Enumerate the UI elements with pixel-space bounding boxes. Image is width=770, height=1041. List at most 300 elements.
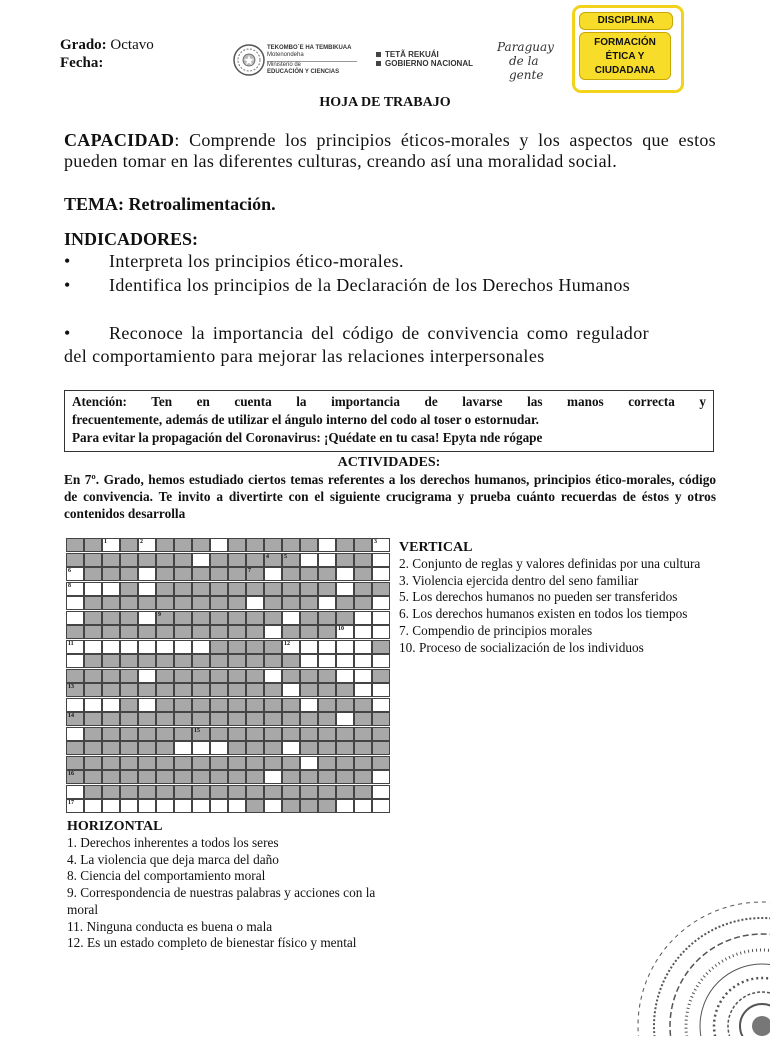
crossword-block (246, 582, 264, 596)
mec-line-4: EDUCACIÓN Y CIENCIAS (267, 69, 340, 75)
crossword-block (120, 567, 138, 581)
crossword-block (120, 625, 138, 639)
crossword-cell[interactable] (300, 756, 318, 770)
crossword-block (66, 538, 84, 552)
crossword-block (228, 625, 246, 639)
crossword-cell[interactable] (138, 698, 156, 712)
crossword-block (156, 756, 174, 770)
tema-value: Retroalimentación. (128, 194, 276, 214)
crossword-block (246, 683, 264, 697)
crossword-block (210, 712, 228, 726)
crossword-block (282, 799, 300, 813)
crossword-cell[interactable] (156, 640, 174, 654)
crossword-cell[interactable] (102, 582, 120, 596)
crossword-block (156, 553, 174, 567)
crossword-cell[interactable] (372, 654, 390, 668)
crossword-cell[interactable] (138, 538, 156, 552)
crossword-block (174, 538, 192, 552)
bullet-icon: • (64, 323, 71, 343)
crossword-cell[interactable] (336, 625, 354, 639)
crossword-cell[interactable] (102, 799, 120, 813)
crossword-cell[interactable] (336, 654, 354, 668)
crossword-block (192, 770, 210, 784)
crossword-block (174, 669, 192, 683)
crossword-block (174, 553, 192, 567)
crossword-block (264, 582, 282, 596)
crossword-block (246, 654, 264, 668)
crossword-block (102, 712, 120, 726)
crossword-cell[interactable] (264, 567, 282, 581)
crossword-cell[interactable] (336, 669, 354, 683)
crossword-block (318, 625, 336, 639)
crossword-block (300, 741, 318, 755)
crossword-block (300, 596, 318, 610)
crossword-block (210, 553, 228, 567)
crossword-cell[interactable] (228, 799, 246, 813)
crossword-block (192, 582, 210, 596)
indicador-item (64, 322, 649, 368)
crossword-block (156, 785, 174, 799)
crossword-block (84, 770, 102, 784)
crossword-block (156, 611, 174, 625)
crossword-cell[interactable] (138, 582, 156, 596)
crossword-block (120, 741, 138, 755)
crossword-block (84, 785, 102, 799)
paraguay-logo (497, 40, 567, 82)
crossword-block (336, 683, 354, 697)
crossword-block (354, 770, 372, 784)
crossword-block (246, 756, 264, 770)
crossword-block (102, 683, 120, 697)
indicador-text: Identifica los principios de la Declaración de los Derechos Humanos (109, 275, 631, 295)
fecha-line (60, 55, 103, 72)
crossword-block (372, 582, 390, 596)
crossword-cell[interactable] (336, 640, 354, 654)
crossword-block (282, 785, 300, 799)
crossword-block (228, 712, 246, 726)
py-line-2: de la gente (509, 54, 544, 82)
crossword-cell[interactable] (354, 625, 372, 639)
crossword-cell[interactable] (354, 654, 372, 668)
crossword-block (174, 756, 192, 770)
indicador-item (64, 275, 649, 296)
crossword-block (354, 785, 372, 799)
crossword-block (138, 770, 156, 784)
crossword-cell[interactable] (192, 553, 210, 567)
crossword-cell[interactable] (264, 669, 282, 683)
crossword-block (246, 770, 264, 784)
crossword-block (354, 741, 372, 755)
actividades-title: ACTIVIDADES: (337, 455, 441, 470)
crossword-block (120, 712, 138, 726)
crossword-block (66, 741, 84, 755)
crossword-block (246, 553, 264, 567)
crossword-block (156, 669, 174, 683)
actividades-text: En 7º. Grado, hemos estudiado ciertos temas referentes a los derechos humanos, principios ético-morales, código de convivencia. Te invito a divertirte con el siguiente crucigrama y prueba cuánto recuerdas de éstos y otros contenidos desarrolla (64, 472, 716, 521)
crossword-block (192, 785, 210, 799)
crossword-block (120, 785, 138, 799)
crossword-cell[interactable] (66, 654, 84, 668)
crossword-block (336, 611, 354, 625)
crossword-cell[interactable] (354, 799, 372, 813)
crossword-cell[interactable] (210, 538, 228, 552)
atencion-line-3: Para evitar la propagación del Coronavirus: ¡Quédate en tu casa! Epyta nde rógape (72, 430, 543, 445)
crossword-block (156, 538, 174, 552)
crossword-block (192, 611, 210, 625)
crossword-block (318, 741, 336, 755)
crossword-block (336, 741, 354, 755)
crossword-block (228, 567, 246, 581)
crossword-cell[interactable] (372, 553, 390, 567)
crossword-block (138, 683, 156, 697)
crossword-cell[interactable] (354, 683, 372, 697)
crossword-cell[interactable] (354, 640, 372, 654)
crossword-block (102, 741, 120, 755)
crossword-block (192, 698, 210, 712)
crossword-block (192, 538, 210, 552)
crossword-block (228, 756, 246, 770)
crossword-cell[interactable] (372, 611, 390, 625)
crossword-cell[interactable] (66, 567, 84, 581)
crossword-block (318, 770, 336, 784)
crossword-block (282, 669, 300, 683)
crossword-block (174, 698, 192, 712)
crossword-cell[interactable] (372, 683, 390, 697)
crossword-block (372, 712, 390, 726)
crossword-block (246, 669, 264, 683)
crossword-block (354, 567, 372, 581)
crossword-cell[interactable] (138, 567, 156, 581)
crossword-block (102, 727, 120, 741)
crossword-number: 17 (68, 800, 74, 806)
crossword-block (246, 538, 264, 552)
crossword-block (264, 538, 282, 552)
crossword-block (354, 756, 372, 770)
crossword-cell[interactable] (192, 741, 210, 755)
crossword-cell[interactable] (372, 698, 390, 712)
crossword-cell[interactable] (264, 625, 282, 639)
crossword-cell[interactable] (192, 640, 210, 654)
crossword-block (120, 553, 138, 567)
crossword-cell[interactable] (66, 596, 84, 610)
crossword-block (120, 770, 138, 784)
crossword-block (318, 669, 336, 683)
crossword-block (192, 625, 210, 639)
crossword-number: 14 (68, 713, 74, 719)
crossword-block (84, 567, 102, 581)
crossword-block (318, 582, 336, 596)
crossword-cell[interactable] (66, 785, 84, 799)
crossword-block (264, 611, 282, 625)
crossword-block (84, 727, 102, 741)
crossword-block (210, 582, 228, 596)
crossword-block (228, 698, 246, 712)
crossword-cell[interactable] (138, 799, 156, 813)
crossword-block (66, 669, 84, 683)
crossword-cell[interactable] (156, 799, 174, 813)
crossword-block (246, 640, 264, 654)
crossword-block (84, 611, 102, 625)
crossword-cell[interactable] (66, 727, 84, 741)
crossword-cell[interactable] (84, 799, 102, 813)
crossword-block (300, 727, 318, 741)
crossword-block (66, 625, 84, 639)
crossword-block (300, 582, 318, 596)
crossword-cell[interactable] (318, 596, 336, 610)
crossword-block (210, 770, 228, 784)
crossword-block (120, 698, 138, 712)
crossword-cell[interactable] (120, 799, 138, 813)
crossword-cell[interactable] (300, 640, 318, 654)
crossword-cell[interactable] (300, 553, 318, 567)
crossword-block (174, 611, 192, 625)
crossword-cell[interactable] (318, 640, 336, 654)
crossword-cell[interactable] (282, 683, 300, 697)
crossword-cell[interactable] (210, 799, 228, 813)
crossword-block (354, 698, 372, 712)
bullet-icon: • (64, 275, 71, 295)
crossword-block (84, 654, 102, 668)
crossword-block (102, 611, 120, 625)
crossword-block (300, 669, 318, 683)
crossword-block (138, 596, 156, 610)
crossword-block (282, 654, 300, 668)
crossword-cell[interactable] (84, 698, 102, 712)
crossword-cell[interactable] (336, 799, 354, 813)
crossword-cell[interactable] (264, 799, 282, 813)
crossword-cell[interactable] (354, 669, 372, 683)
crossword-block (84, 625, 102, 639)
capacidad-paragraph (64, 130, 716, 172)
crossword-block (318, 611, 336, 625)
vertical-clue: 6. Los derechos humanos existen en todos los tiempos (399, 606, 688, 622)
crossword-block (210, 640, 228, 654)
crossword-block (246, 741, 264, 755)
crossword-block (300, 567, 318, 581)
crossword-cell[interactable] (372, 799, 390, 813)
crossword-cell[interactable] (192, 799, 210, 813)
crossword-block (282, 756, 300, 770)
page-title: HOJA DE TRABAJO (319, 95, 451, 110)
crossword-cell[interactable] (66, 611, 84, 625)
capacidad-label: CAPACIDAD (64, 130, 175, 150)
crossword-block (192, 567, 210, 581)
crossword-cell[interactable] (66, 799, 84, 813)
crossword-block (174, 582, 192, 596)
mec-line-2: Motenondeha (267, 52, 304, 58)
crossword-block (84, 741, 102, 755)
crossword-cell[interactable] (66, 698, 84, 712)
crossword-cell[interactable] (336, 582, 354, 596)
crossword-block (264, 683, 282, 697)
crossword-cell[interactable] (138, 611, 156, 625)
crossword-block (354, 553, 372, 567)
crossword-cell[interactable] (102, 640, 120, 654)
mec-line-3: Ministerio de (267, 61, 357, 69)
crossword-block (318, 756, 336, 770)
crossword-block (174, 567, 192, 581)
horizontal-clue: 8. Ciencia del comportamiento moral (67, 868, 266, 884)
bullet-icon: • (64, 251, 71, 271)
crossword-block (138, 553, 156, 567)
disciplina-value-1: FORMACIÓN (594, 37, 656, 48)
indicador-text: Interpreta los principios ético-morales. (109, 251, 404, 271)
crossword-block (210, 727, 228, 741)
crossword-block (210, 611, 228, 625)
crossword-block (156, 770, 174, 784)
crossword-block (138, 785, 156, 799)
crossword-number: 15 (194, 727, 200, 734)
mec-line-1: TEKOMBO´E HA TEMBIKUAA (267, 45, 352, 51)
crossword-block (138, 625, 156, 639)
crossword-cell[interactable] (66, 640, 84, 654)
crossword-block (174, 770, 192, 784)
crossword-block (264, 698, 282, 712)
crossword-block (156, 727, 174, 741)
crossword-block (300, 538, 318, 552)
crossword-cell[interactable] (174, 640, 192, 654)
crossword-cell[interactable] (372, 538, 390, 552)
crossword-number: 4 (266, 553, 269, 560)
ministry-logo-text (267, 45, 357, 76)
crossword-block (228, 538, 246, 552)
crossword-number: 9 (158, 611, 161, 618)
crossword-block (138, 741, 156, 755)
crossword-block (318, 698, 336, 712)
crossword-block (120, 582, 138, 596)
crossword-block (246, 567, 264, 581)
crossword-block (354, 712, 372, 726)
vertical-clue: 7. Compendio de principios morales (399, 622, 593, 638)
crossword-block (246, 727, 264, 741)
crossword-cell[interactable] (318, 553, 336, 567)
crossword-block (228, 785, 246, 799)
crossword-block (156, 712, 174, 726)
crossword-block (318, 727, 336, 741)
crossword-block (246, 799, 264, 813)
horizontal-title: HORIZONTAL (67, 819, 163, 834)
crossword-cell[interactable] (354, 611, 372, 625)
crossword-cell[interactable] (336, 567, 354, 581)
government-logo (376, 50, 486, 68)
crossword-block (336, 785, 354, 799)
crossword-block (174, 785, 192, 799)
crossword-cell[interactable] (138, 640, 156, 654)
crossword-block (264, 640, 282, 654)
crossword-cell[interactable] (372, 770, 390, 784)
crossword-number: 10 (338, 626, 344, 632)
crossword-cell[interactable] (120, 640, 138, 654)
vertical-clue: 5. Los derechos humanos no pueden ser transferidos (399, 589, 678, 605)
crossword-number: 6 (68, 568, 71, 574)
atencion-line-2: frecuentemente, además de utilizar el ángulo interno del codo al toser o estornudar. (72, 412, 539, 427)
crossword-block (66, 756, 84, 770)
crossword-block (300, 770, 318, 784)
crossword-number: 11 (68, 640, 74, 647)
crossword-block (102, 553, 120, 567)
crossword-cell[interactable] (372, 625, 390, 639)
crossword-block (264, 712, 282, 726)
crossword-cell[interactable] (318, 654, 336, 668)
crossword-block (210, 567, 228, 581)
vertical-clue: 3. Violencia ejercida dentro del seno familiar (399, 572, 639, 588)
crossword-cell[interactable] (282, 611, 300, 625)
crossword-block (192, 756, 210, 770)
crossword-block (120, 727, 138, 741)
crossword-block (372, 640, 390, 654)
crossword-cell[interactable] (372, 596, 390, 610)
crossword-cell[interactable] (84, 640, 102, 654)
crossword-block (156, 683, 174, 697)
crossword-block (192, 596, 210, 610)
crossword-block (300, 799, 318, 813)
crossword-block (264, 654, 282, 668)
crossword-block (66, 683, 84, 697)
crossword-cell[interactable] (246, 596, 264, 610)
py-line-1: Paraguay (497, 40, 554, 54)
crossword-block (210, 654, 228, 668)
crossword-cell[interactable] (102, 698, 120, 712)
crossword-block (300, 785, 318, 799)
crossword-cell[interactable] (66, 582, 84, 596)
disciplina-label: DISCIPLINA (579, 12, 673, 30)
crossword-cell[interactable] (210, 741, 228, 755)
crossword-block (264, 785, 282, 799)
vertical-title: VERTICAL (399, 540, 473, 555)
crossword-cell[interactable] (174, 741, 192, 755)
crossword-cell[interactable] (372, 785, 390, 799)
crossword-block (246, 698, 264, 712)
crossword-cell[interactable] (336, 712, 354, 726)
crossword-block (300, 625, 318, 639)
crossword-block (174, 654, 192, 668)
crossword-number: 16 (68, 771, 74, 777)
crossword-block (228, 727, 246, 741)
fecha-label: Fecha: (60, 55, 104, 71)
crossword-cell[interactable] (282, 741, 300, 755)
crossword-cell[interactable] (138, 669, 156, 683)
crossword-cell[interactable] (372, 567, 390, 581)
crossword-cell[interactable] (84, 582, 102, 596)
crossword-block (318, 712, 336, 726)
crossword-number: 5 (284, 553, 287, 560)
crossword-block (336, 698, 354, 712)
crossword-number: 8 (68, 582, 71, 589)
crossword-block (84, 683, 102, 697)
atencion-box (64, 390, 714, 452)
crossword-block (282, 538, 300, 552)
crossword-block (84, 596, 102, 610)
crossword-block (246, 785, 264, 799)
crossword-cell[interactable] (318, 538, 336, 552)
tema-label: TEMA: (64, 194, 124, 214)
crossword-block (318, 799, 336, 813)
crossword-cell[interactable] (174, 799, 192, 813)
crossword-block (228, 553, 246, 567)
crossword-block (156, 654, 174, 668)
indicador-item (64, 251, 649, 272)
crossword-block (354, 727, 372, 741)
crossword-block (336, 756, 354, 770)
crossword-cell[interactable] (300, 654, 318, 668)
crossword-cell[interactable] (282, 640, 300, 654)
crossword-block (354, 596, 372, 610)
crossword-block (174, 596, 192, 610)
crossword-cell[interactable] (300, 698, 318, 712)
crossword-cell[interactable] (102, 538, 120, 552)
crossword-block (174, 727, 192, 741)
crossword-cell[interactable] (264, 770, 282, 784)
